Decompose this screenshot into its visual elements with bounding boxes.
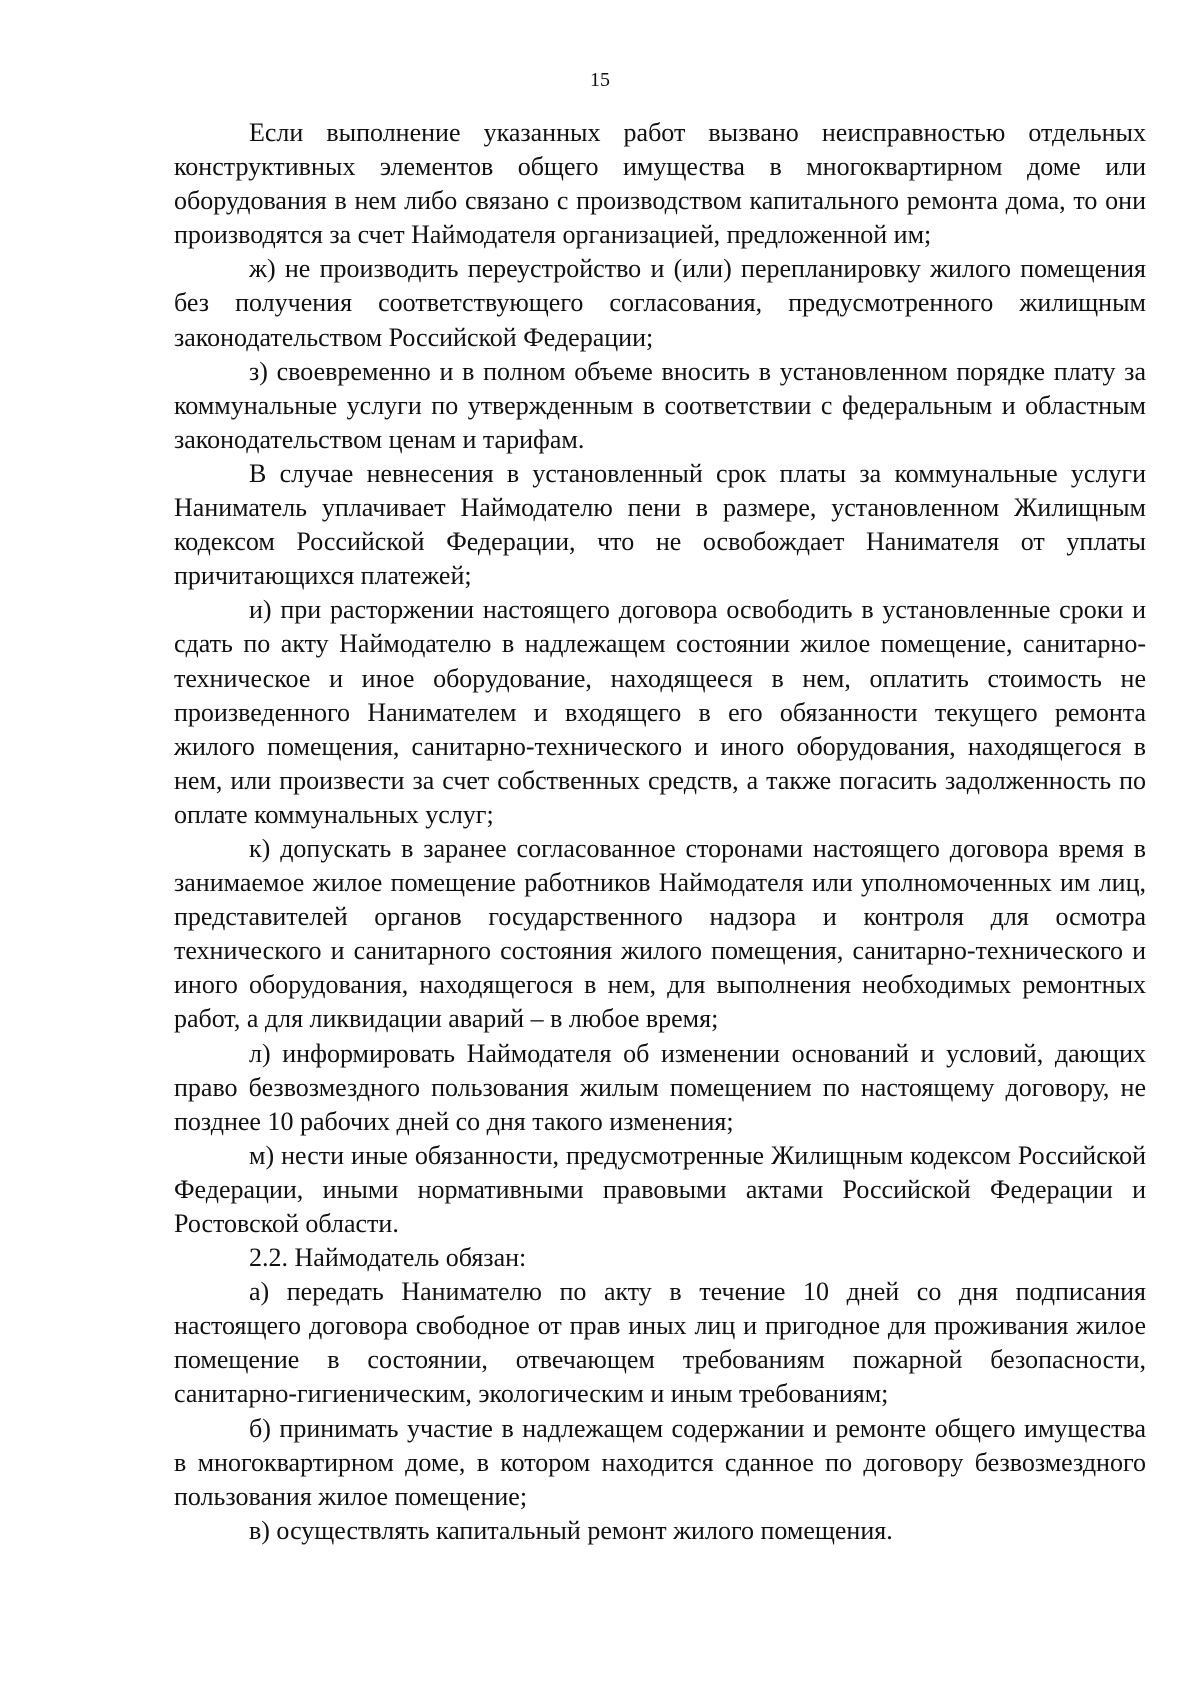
page-number: 15 xyxy=(590,69,610,91)
paragraph-item-a: а) передать Нанимателю по акту в течение 10 дней со дня подписания настоящего договора свободное от прав иных лиц и пригодное для проживания жилое помещение в состоянии, отвечающем требованиям пожарной безопасности, санитарно-гигиеническим, экологическим и иным требованиям; xyxy=(174,1277,1146,1409)
document-body xyxy=(174,116,1146,1548)
paragraph-item-zh: ж) не производить переустройство и (или) перепланировку жилого помещения без получения соответствующего согласования, предусмотренного жилищным законодательством Российской Федерации; xyxy=(174,254,1146,352)
paragraph-item-m: м) нести иные обязанности, предусмотренные Жилищным кодексом Российской Федерации, иными нормативными правовыми актами Российской Федерации и Ростовской области. xyxy=(174,1140,1146,1238)
paragraph-item-b: б) принимать участие в надлежащем содержании и ремонте общего имущества в многоквартирном доме, в котором находится сданное по договору безвозмездного пользования жилое помещение; xyxy=(174,1413,1146,1511)
paragraph-item-i: и) при расторжении настоящего договора освободить в установленные сроки и сдать по акту Наймодателю в надлежащем состоянии жилое помещение, санитарно-техническое и иное оборудование, находящееся в нем, оплатить стоимость не произведенного Нанимателем и входящего в его обязанности текущего ремонта жилого помещения, санитарно-технического и иного оборудования, находящегося в нем, или произвести за счет собственных средств, а также погасить задолженность по оплате коммунальных услуг; xyxy=(174,595,1146,829)
paragraph-repair-costs: Если выполнение указанных работ вызвано неисправностью отдельных конструктивных элементов общего имущества в многоквартирном доме или оборудования в нем либо связано с производством капитального ремонта дома, то они производятся за счет Наймодателя организацией, предложенной им; xyxy=(174,118,1146,250)
paragraph-item-k: к) допускать в заранее согласованное сторонами настоящего договора время в занимаемое жилое помещение работников Наймодателя или уполномоченных им лиц, представителей органов государственного надзора и контроля для осмотра технического и санитарного состояния жилого помещения, санитарно-технического и иного оборудования, находящегося в нем, для выполнения необходимых ремонтных работ, а для ликвидации аварий – в любое время; xyxy=(174,833,1146,1034)
section-heading-2-2: 2.2. Наймодатель обязан: xyxy=(249,1243,527,1273)
paragraph-item-v: в) осуществлять капитальный ремонт жилого помещения. xyxy=(249,1515,893,1545)
paragraph-item-z: з) своевременно и в полном объеме вносить в установленном порядке плату за коммунальные услуги по утвержденным в соответствии с федеральным и областным законодательством ценам и тарифам. xyxy=(174,356,1146,454)
paragraph-item-l: л) информировать Наймодателя об изменении оснований и условий, дающих право безвозмездного пользования жилым помещением по настоящему договору, не позднее 10 рабочих дней со дня такого изменения; xyxy=(174,1038,1146,1136)
paragraph-penalty: В случае невнесения в установленный срок платы за коммунальные услуги Наниматель уплачивает Наймодателю пени в размере, установленном Жилищным кодексом Российской Федерации, что не освобождает Нанимателя от уплаты причитающихся платежей; xyxy=(174,458,1146,591)
